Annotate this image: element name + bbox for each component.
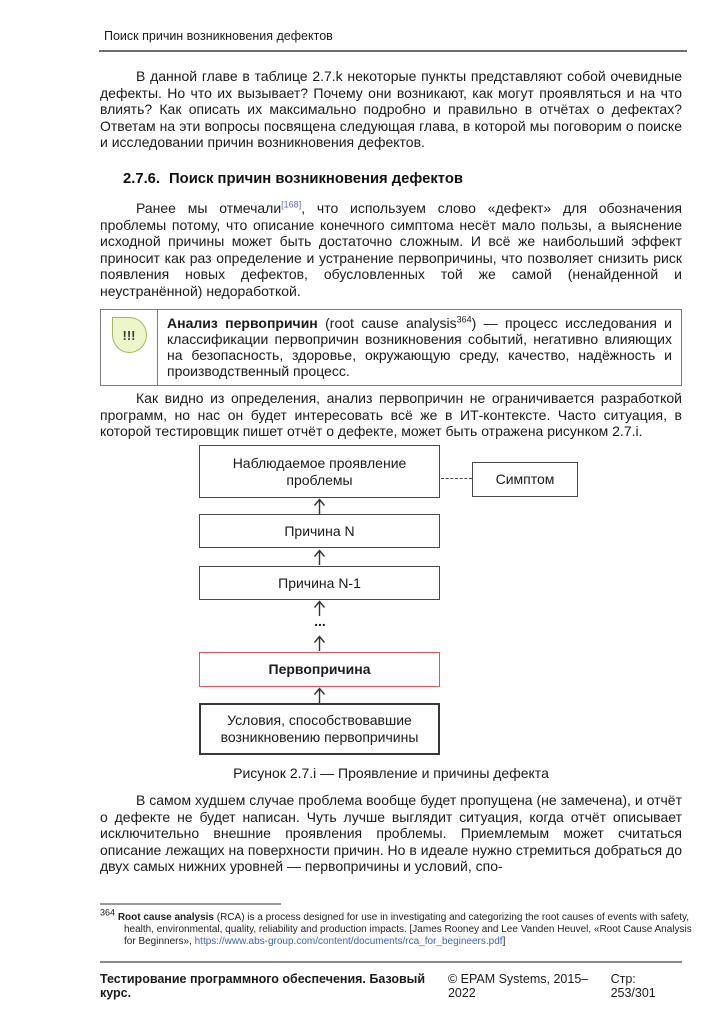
callout-term: Анализ первопричин: [167, 315, 318, 331]
up-arrow-icon: [312, 635, 327, 651]
footnote-text-end: ]: [502, 935, 506, 947]
alert-icon: [112, 317, 147, 353]
node-cause-n-1: [199, 566, 440, 600]
callout-term-en: (root cause analysis: [317, 315, 457, 331]
footnote-url-link[interactable]: https://www.abs-group.com/content/documents/rca_for_begineers.pdf: [194, 935, 503, 947]
footnote-ref-364: 364: [456, 314, 472, 325]
node-cause-n: [199, 514, 440, 548]
node-label: Наблюдаемое проявление проблемы: [232, 454, 407, 488]
node-label: Симптом: [495, 471, 555, 487]
up-arrow-icon: [312, 687, 327, 703]
body-paragraph: [100, 200, 682, 300]
node-label: Причина N-1: [278, 574, 361, 591]
node-label: Условия, способствовавшие возникновению первопричины: [220, 712, 419, 745]
footer-page-number: Стр: 253/301: [610, 972, 656, 1000]
footnote-364: [100, 907, 692, 947]
section-heading: [123, 171, 463, 187]
dashed-connector: [441, 478, 472, 479]
callout-icon-cell: [101, 310, 158, 385]
footnote-term: Root cause analysis: [117, 912, 214, 923]
footer-copyright: © EPAM Systems, 2015–2022: [447, 972, 589, 1000]
node-label: Причина N: [284, 522, 355, 539]
body-paragraph: Как видно из определения, анализ первопричин не ограничивается разработкой программ, но нас он будет интересовать всё же в ИТ-контексте. Часто ситуация, в которой тестировщик пишет отчёт о дефекте, может быть отражена рисунком 2.7.i.: [100, 390, 682, 440]
node-ellipsis: ...: [314, 613, 326, 629]
footnote-text: (RCA) is a process designed for use in investigating and categorizing the root causes of events with safety, health, environmental, quality, reliability and production impacts. [James Rooney and Lee Vanden Heuvel, «Root Cause Analysis for Beginners»,: [124, 912, 692, 947]
section-title: Поиск причин возникновения дефектов: [169, 171, 463, 187]
definition-callout: [100, 309, 682, 386]
up-arrow-icon: [312, 549, 327, 565]
figure-caption: Рисунок 2.7.i — Проявление и причины дефекта: [233, 765, 549, 781]
node-conditions: [199, 703, 440, 755]
footnote-separator: [100, 903, 281, 905]
up-arrow-icon: [312, 498, 327, 514]
closing-paragraph: В самом худшем случае проблема вообще будет пропущена (не замечена), и отчёт о дефекте не будет написан. Чуть лучше выглядит ситуация, когда отчёт описывает исключительно внешние проявления проблемы. Приемлемым может считаться описание лежащих на поверхности причин. Но в идеале нужно стремиться добраться до двух самых нижних уровней — первопричины и условий, спо-: [100, 792, 682, 875]
paragraph-text: , что используем слово «дефект» для обозначения проблемы потому, что описание конечного симптома несёт мало пользы, а выяснение исходной причины может быть достаточно сложным. И всё же наибольший эффект приносит как раз определение и устранение первопричины, что позволяет снизить риск появления новых дефектов, обусловленных той же самой (ненайденной и неустранённой) недоработкой.: [100, 200, 682, 299]
section-number: 2.7.6.: [123, 171, 161, 187]
figure-diagram: [100, 445, 682, 757]
node-label: Первопричина: [268, 661, 371, 677]
footer-book-title: Тестирование программного обеспечения. Базовый курс.: [100, 972, 426, 1000]
footnote-ref-168-link[interactable]: [168]: [281, 199, 302, 210]
callout-definition: ) — процесс исследования и классификации первопричин возникновения событий, негативно влияющих на безопасность, здоровье, окружающую среду, качество, надёжность и производственный процесс.: [167, 315, 672, 380]
node-observed-manifestation: [199, 445, 440, 498]
intro-paragraph: В данной главе в таблице 2.7.k некоторые пункты представляют собой очевидные дефекты. Но что их вызывает? Почему они возникают, как могут проявляться и на что влиять? Как описать их максимально подробно и правильно в отчётах о дефектах? Ответам на эти вопросы посвящена следующая глава, в которой мы поговорим о поиске и исследовании причин возникновения дефектов.: [100, 68, 682, 151]
running-header-title: Поиск причин возникновения дефектов: [104, 29, 333, 43]
paragraph-text: Ранее мы отмечали: [136, 200, 282, 216]
footnote-marker: 364: [100, 907, 116, 918]
running-header: [99, 29, 687, 52]
node-root-cause: [199, 652, 440, 687]
page-footer: [100, 961, 682, 1000]
alert-icon-text: !!!: [122, 327, 136, 343]
callout-definition-text: [158, 310, 681, 385]
node-symptom: [472, 462, 578, 497]
